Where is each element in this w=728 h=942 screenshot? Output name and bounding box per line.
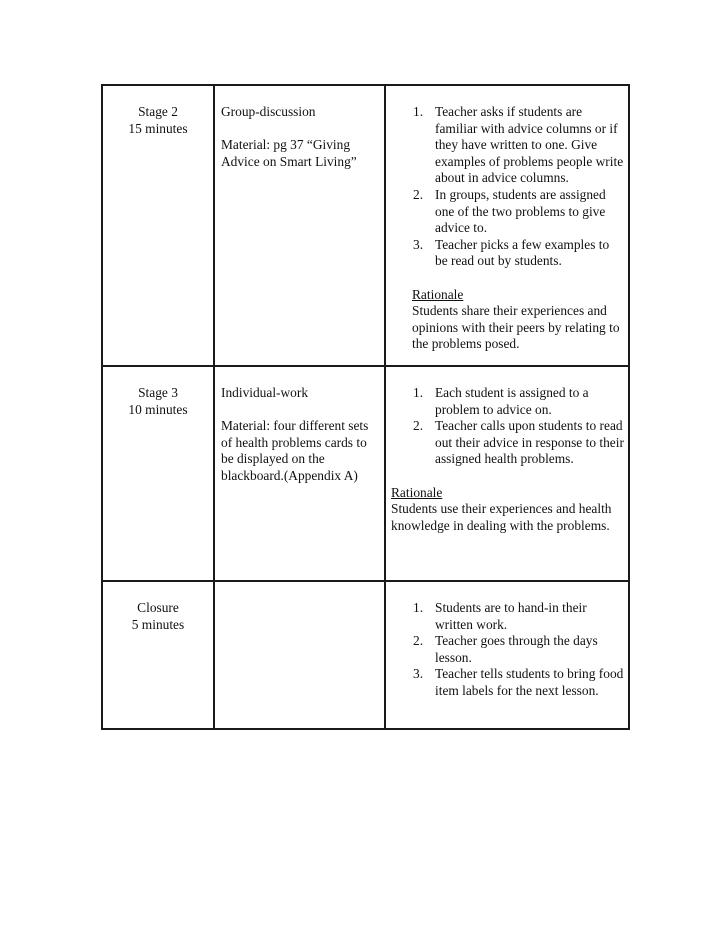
step-text: In groups, students are assigned one of the two problems to give advice to.: [435, 186, 606, 236]
step-text: Teacher goes through the days lesson.: [435, 633, 598, 665]
stage-cell: [102, 581, 214, 729]
stage-duration: 10 minutes: [128, 401, 188, 417]
lesson-plan-table: [101, 84, 630, 730]
activity-cell: [214, 366, 385, 581]
list-item: 1. Each student is assigned to a problem to advice on.: [413, 385, 589, 417]
activity-cell: [214, 85, 385, 366]
material-text: Material: four different sets of health problems cards to be displayed on the blackboard.(Appendix A): [221, 418, 369, 483]
list-item: 2. Teacher goes through the days lesson.: [413, 633, 598, 665]
table-row: [102, 366, 629, 581]
list-item: 2. In groups, students are assigned one of the two problems to give advice to.: [413, 186, 606, 236]
rationale-heading: Rationale: [391, 484, 443, 500]
table-row: [102, 85, 629, 366]
step-text: Students are to hand-in their written work.: [435, 600, 587, 632]
activity-type: Group-discussion: [221, 104, 316, 119]
step-text: Each student is assigned to a problem to advice on.: [435, 385, 589, 417]
stage-label: Stage 3: [138, 385, 178, 400]
stage-cell: [102, 85, 214, 366]
procedure-cell: [385, 366, 629, 581]
list-item: 2. Teacher calls upon students to read out their advice in response to their assigned health problems.: [413, 418, 624, 467]
list-item: 3. Teacher tells students to bring food item labels for the next lesson.: [413, 666, 624, 698]
rationale-heading: Rationale: [412, 286, 464, 302]
step-text: Teacher calls upon students to read out their advice in response to their assigned health problems.: [435, 418, 624, 467]
stage-label: Closure: [137, 600, 179, 615]
list-item: 1. Students are to hand-in their written work.: [413, 600, 587, 632]
stage-duration: 15 minutes: [128, 120, 188, 136]
step-text: Teacher picks a few examples to be read out by students.: [435, 236, 610, 269]
procedure-steps: [386, 385, 628, 468]
procedure-cell: [385, 581, 629, 729]
procedure-cell: [385, 85, 629, 366]
stage-cell: [102, 366, 214, 581]
rationale-text: Students share their experiences and opinions with their peers by relating to the problems posed.: [412, 303, 620, 352]
activity-cell: [214, 581, 385, 729]
rationale-block: [386, 485, 628, 535]
list-item: 1. Teacher asks if students are familiar with advice columns or if they have written to one. Give examples of problems people write about in advice columns.: [413, 104, 624, 186]
rationale-block: [386, 287, 628, 353]
material-text: Material: pg 37 “Giving Advice on Smart Living”: [221, 137, 357, 169]
procedure-steps: [386, 104, 628, 270]
stage-duration: 5 minutes: [131, 616, 185, 632]
step-text: Teacher asks if students are familiar with advice columns or if they have written to one. Give examples of problems people write about in advice columns.: [435, 104, 624, 186]
list-item: 3. Teacher picks a few examples to be read out by students.: [413, 236, 610, 269]
stage-label: Stage 2: [138, 104, 178, 119]
activity-type: Individual-work: [221, 385, 309, 400]
step-text: Teacher tells students to bring food item labels for the next lesson.: [435, 666, 624, 698]
procedure-steps: [386, 600, 628, 700]
rationale-text: Students use their experiences and health knowledge in dealing with the problems.: [391, 501, 612, 533]
table-row: [102, 581, 629, 729]
